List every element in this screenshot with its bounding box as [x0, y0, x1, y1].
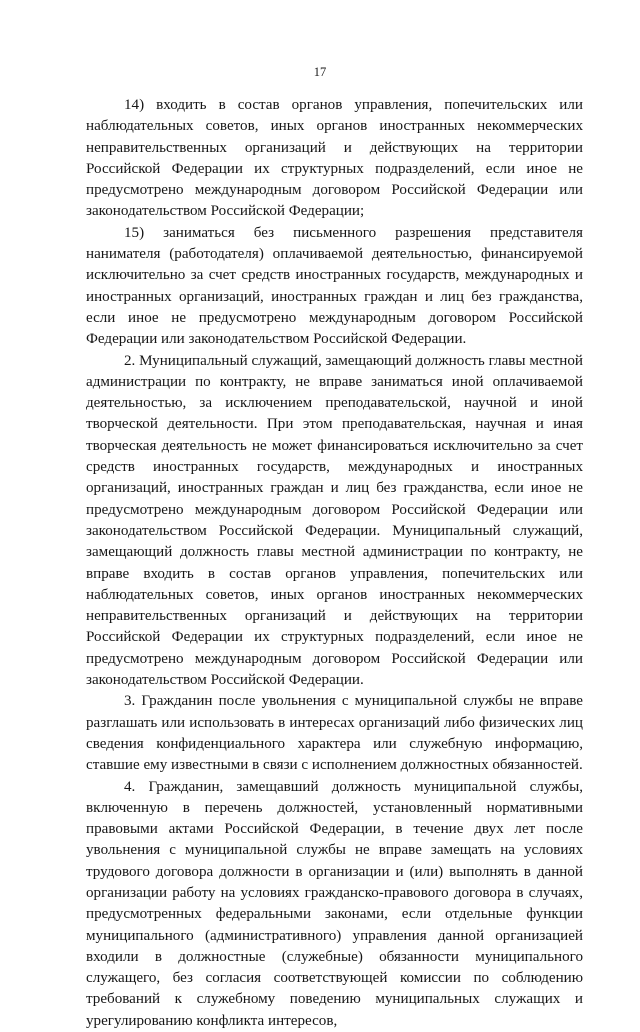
paragraph-item-14: 14) входить в состав органов управления, попечительских или наблюдательных советов, иных органов иностранных некоммерческих неправительственных организаций и действующих на территории Российской Федерации их структурных подразделений, если иное не предусмотрено международным договором Российской Федерации или законодательством Российской Федерации; [86, 95, 583, 223]
document-body [86, 95, 583, 1032]
paragraph-part-2: 2. Муниципальный служащий, замещающий должность главы местной администрации по контракту, не вправе заниматься иной оплачиваемой деятельностью, за исключением преподавательской, научной и иной творческой деятельности. При этом преподавательская, научная и иная творческая деятельность не может финансироваться исключительно за счет средств иностранных государств, международных и иностранных организаций, иностранных граждан и лиц без гражданства, если иное не предусмотрено международным договором Российской Федерации или законодательством Российской Федерации. Муниципальный служащий, замещающий должность главы местной администрации по контракту, не вправе входить в состав органов управления, попечительских или наблюдательных советов, иных органов иностранных некоммерческих неправительственных организаций и действующих на территории Российской Федерации их структурных подразделений, если иное не предусмотрено международным договором Российской Федерации или законодательством Российской Федерации. [86, 351, 583, 692]
paragraph-part-4: 4. Гражданин, замещавший должность муниципальной службы, включенную в перечень должностей, установленный нормативными правовыми актами Российской Федерации, в течение двух лет после увольнения с муниципальной службы не вправе замещать на условиях трудового договора должности в организации и (или) выполнять в данной организации работу на условиях гражданско-правового договора в случаях, предусмотренных федеральными законами, если отдельные функции муниципального (административного) управления данной организацией входили в должностные (служебные) обязанности муниципального служащего, без согласия соответствующей комиссии по соблюдению требований к служебному поведению муниципальных служащих и урегулированию конфликта интересов, [86, 777, 583, 1032]
paragraph-item-15: 15) заниматься без письменного разрешения представителя нанимателя (работодателя) оплачиваемой деятельностью, финансируемой исключительно за счет средств иностранных государств, международных и иностранных организаций, иностранных граждан и лиц без гражданства, если иное не предусмотрено международным договором Российской Федерации или законодательством Российской Федерации. [86, 223, 583, 351]
page-number: 17 [0, 65, 640, 80]
paragraph-part-3: 3. Гражданин после увольнения с муниципальной службы не вправе разглашать или использовать в интересах организаций либо физических лиц сведения конфиденциального характера или служебную информацию, ставшие ему известными в связи с исполнением должностных обязанностей. [86, 691, 583, 776]
